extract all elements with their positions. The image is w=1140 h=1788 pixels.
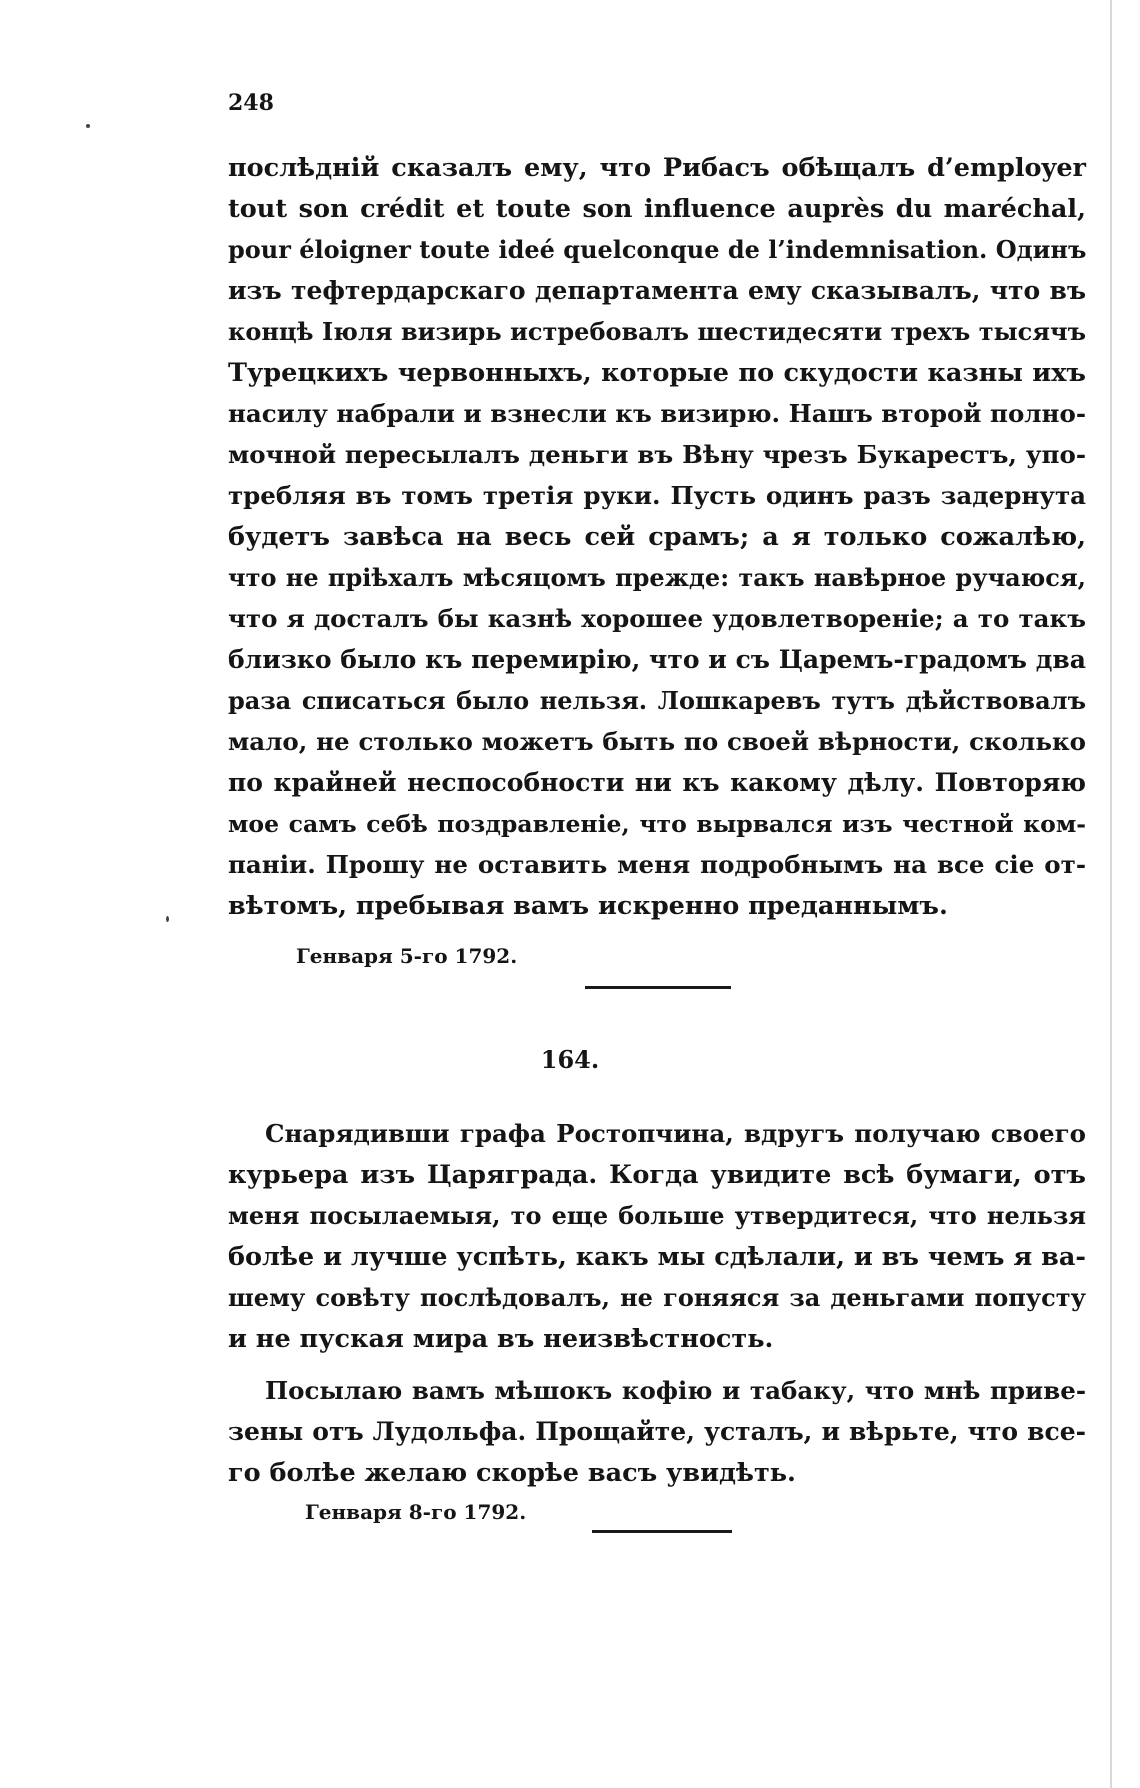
letter-number: 164. (540, 1045, 600, 1074)
text-line: Снарядивши графа Ростопчина, вдругъ получаю своего (265, 1119, 1086, 1148)
text-line: послѣдній сказалъ ему, что Рибасъ обѣщалъ d’employer (228, 153, 1086, 183)
text-line: изъ тефтердарскаго департамента ему сказывалъ, что въ (228, 276, 1086, 305)
text-line: шему совѣту послѣдовалъ, не гоняяся за деньгами попусту (228, 1283, 1086, 1312)
text-line: и не пуская мира въ неизвѣстность. (228, 1324, 774, 1354)
text-line: будетъ завѣса на весь сей срамъ; а я только сожалѣю, (228, 522, 1086, 552)
text-line: курьера изъ Царяграда. Когда увидите всѣ бумаги, отъ (228, 1160, 1086, 1190)
text-line: что я досталъ бы казнѣ хорошее удовлетвореніе; а то такъ (228, 604, 1086, 633)
section-divider (585, 986, 731, 989)
text-line: концѣ Іюля визирь истребовалъ шестидесяти трехъ тысячъ (228, 317, 1086, 346)
section-divider (592, 1530, 732, 1533)
text-line: насилу набрали и взнесли къ визирю. Нашъ второй полно- (228, 399, 1087, 428)
page-edge (1110, 0, 1112, 1788)
text-line: болѣе и лучше успѣть, какъ мы сдѣлали, и въ чемъ я ва- (228, 1242, 1086, 1272)
text-line: мое самъ себѣ поздравленіе, что вырвался изъ честной ком- (228, 810, 1086, 838)
text-line: что не пріѣхалъ мѣсяцомъ прежде: такъ навѣрное ручаюся, (228, 563, 1086, 592)
text-line: паніи. Прошу не оставить меня подробнымъ на все сіе от- (228, 850, 1086, 879)
scan-speck (166, 916, 169, 922)
text-line: вѣтомъ, пребывая вамъ искренно преданнымъ. (228, 891, 948, 921)
text-line: мочной пересылалъ деньги въ Вѣну чрезъ Букарестъ, упо- (228, 440, 1086, 469)
letter-164-date: Генваря 8-го 1792. (305, 1500, 527, 1524)
text-line: зены отъ Лудольфа. Прощайте, усталъ, и вѣрьте, что все- (228, 1417, 1086, 1446)
text-line: по крайней неспособности ни къ какому дѣлу. Повторяю (228, 768, 1086, 797)
scan-speck (86, 124, 90, 128)
text-line: требляя въ томъ третія руки. Пусть одинъ разъ задернута (228, 481, 1086, 510)
text-line: tout son crédit et toute son influence auprès du maréchal, (228, 194, 1086, 224)
text-line: мало, не столько можетъ быть по своей вѣрности, сколько (228, 727, 1086, 756)
letter-163-date: Генваря 5-го 1792. (296, 944, 518, 968)
text-line: меня посылаемыя, то еще больше утвердитеся, что нельзя (228, 1201, 1086, 1230)
text-line: Турецкихъ червонныхъ, которые по скудости казны ихъ (228, 358, 1086, 388)
text-line: раза списаться было нельзя. Лошкаревъ тутъ дѣйствовалъ (228, 686, 1086, 715)
text-line: Посылаю вамъ мѣшокъ кофію и табаку, что мнѣ приве- (265, 1376, 1086, 1405)
text-line: го болѣе желаю скорѣе васъ увидѣть. (228, 1458, 796, 1488)
text-line: pour éloigner toute ideé quelconque de l’indemnisation. Одинъ (228, 235, 1087, 264)
page-number: 248 (228, 90, 274, 116)
text-line: близко было къ перемирію, что и съ Царемъ-градомъ два (228, 645, 1086, 674)
